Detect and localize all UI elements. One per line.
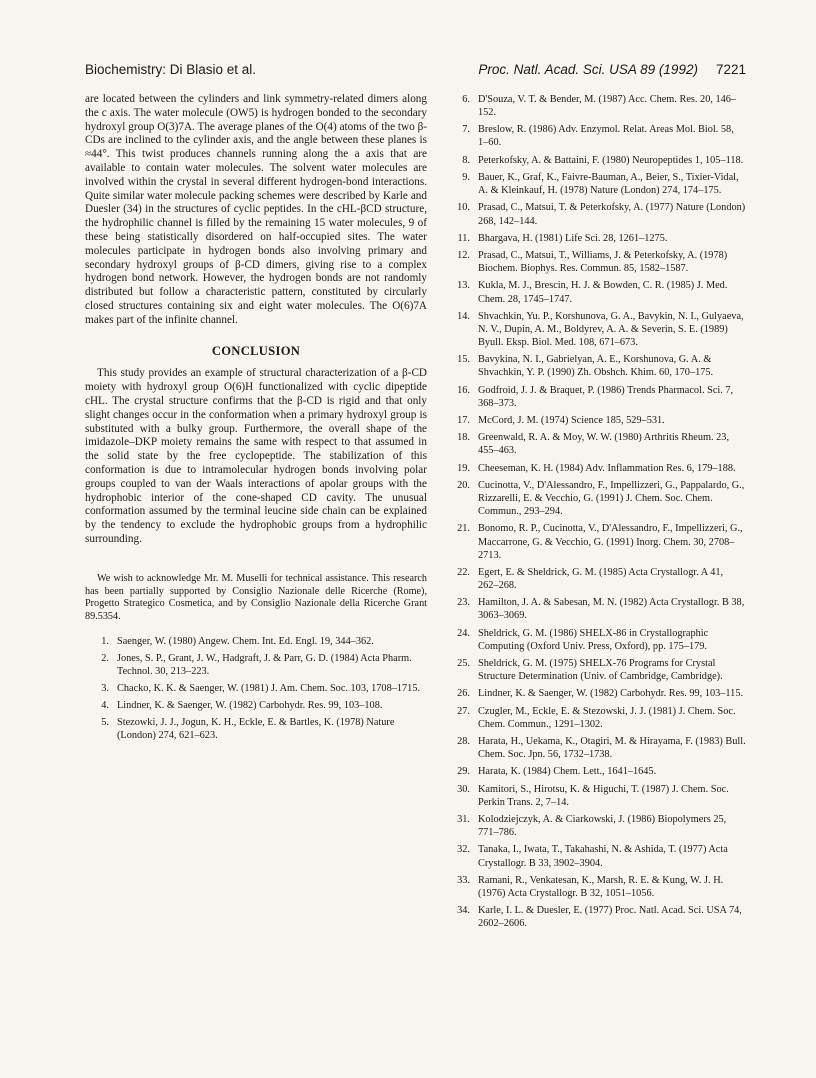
reference-text: Chacko, K. K. & Saenger, W. (1981) J. Am. Chem. Soc. 103, 1708–1715. xyxy=(117,682,421,694)
reference-item xyxy=(446,874,746,900)
reference-number: 12. xyxy=(457,250,470,262)
reference-number: 19. xyxy=(457,462,470,474)
reference-text: Shvachkin, Yu. P., Korshunova, G. A., Bavykin, N. I., Gulyaeva, N. V., Dupin, A. M., Boldyrev, A. A. & Severin, S. E. (1989) Byull. Eksp. Biol. Med. 108, 671–673. xyxy=(478,310,744,348)
reference-number: 10. xyxy=(457,202,470,214)
reference-number: 5. xyxy=(101,716,109,728)
reference-item xyxy=(446,123,746,149)
reference-text: Peterkofsky, A. & Battaini, F. (1980) Neuropeptides 1, 105–118. xyxy=(478,154,744,166)
reference-number: 29. xyxy=(457,766,470,778)
reference-item xyxy=(446,384,746,410)
reference-text: Czugler, M., Eckle, E. & Stezowski, J. J. (1981) J. Chem. Soc. Chem. Commun., 1291–1302. xyxy=(478,705,736,730)
reference-number: 31. xyxy=(457,814,470,826)
reference-text: Bhargava, H. (1981) Life Sci. 28, 1261–1275. xyxy=(478,232,668,244)
reference-text: Breslow, R. (1986) Adv. Enzymol. Relat. Areas Mol. Biol. 58, 1–60. xyxy=(478,124,734,149)
reference-text: Prasad, C., Matsui, T. & Peterkofsky, A. (1977) Nature (London) 268, 142–144. xyxy=(478,202,746,227)
reference-number: 22. xyxy=(457,566,470,578)
reference-number: 15. xyxy=(457,354,470,366)
reference-item xyxy=(446,479,746,518)
reference-text: Ramani, R., Venkatesan, K., Marsh, R. E. & Kung, W. J. H. (1976) Acta Crystallogr. B 32, 1051–1056. xyxy=(478,874,724,899)
reference-number: 32. xyxy=(457,844,470,856)
reference-number: 28. xyxy=(457,736,470,748)
reference-number: 33. xyxy=(457,874,470,886)
reference-item xyxy=(446,154,746,167)
reference-item xyxy=(446,201,746,227)
reference-item xyxy=(446,735,746,761)
reference-number: 7. xyxy=(462,124,470,136)
reference-number: 6. xyxy=(462,94,470,105)
reference-list-right xyxy=(446,93,746,930)
reference-item xyxy=(85,682,427,695)
journal-citation: Proc. Natl. Acad. Sci. USA 89 (1992) xyxy=(478,62,698,77)
reference-item xyxy=(446,687,746,700)
page-number: 7221 xyxy=(715,62,746,77)
reference-item xyxy=(446,596,746,622)
reference-number: 25. xyxy=(457,658,470,670)
reference-text: Greenwald, R. A. & Moy, W. W. (1980) Arthritis Rheum. 23, 455–463. xyxy=(478,432,730,457)
reference-text: Sheldrick, G. M. (1986) SHELX-86 in Crystallographic Computing (Oxford Univ. Press, Oxford), pp. 175–179. xyxy=(478,627,709,652)
reference-number: 24. xyxy=(457,627,470,639)
reference-number: 23. xyxy=(457,597,470,609)
reference-number: 4. xyxy=(101,699,109,711)
reference-item xyxy=(446,462,746,475)
running-head-journal xyxy=(478,62,746,77)
reference-item xyxy=(446,414,746,427)
reference-number: 9. xyxy=(462,172,470,184)
reference-item xyxy=(446,627,746,653)
reference-number: 14. xyxy=(457,310,470,322)
reference-item xyxy=(446,904,746,930)
reference-item xyxy=(446,171,746,197)
reference-text: Kukla, M. J., Brescin, H. J. & Bowden, C. R. (1985) J. Med. Chem. 28, 1745–1747. xyxy=(478,280,728,305)
reference-number: 1. xyxy=(101,635,109,647)
reference-text: Saenger, W. (1980) Angew. Chem. Int. Ed. Engl. 19, 344–362. xyxy=(117,635,374,647)
reference-item xyxy=(446,232,746,245)
right-column xyxy=(446,93,746,935)
page-header xyxy=(85,62,746,82)
reference-number: 3. xyxy=(101,682,109,694)
reference-text: Cheeseman, K. H. (1984) Adv. Inflammation Res. 6, 179–188. xyxy=(478,462,736,474)
reference-number: 34. xyxy=(457,905,470,917)
reference-text: Hamilton, J. A. & Sabesan, M. N. (1982) Acta Crystallogr. B 38, 3063–3069. xyxy=(478,597,745,622)
reference-number: 8. xyxy=(462,154,470,166)
reference-number: 13. xyxy=(457,280,470,292)
reference-text: Egert, E. & Sheldrick, G. M. (1985) Acta Crystallogr. A 41, 262–268. xyxy=(478,566,724,591)
reference-item xyxy=(446,431,746,457)
reference-text: Jones, S. P., Grant, J. W., Hadgraft, J. & Parr, G. D. (1984) Acta Pharm. Technol. 30, 213–223. xyxy=(117,652,412,677)
reference-text: Prasad, C., Matsui, T., Williams, J. & Peterkofsky, A. (1978) Biochem. Biophys. Res. Commun. 85, 1582–1587. xyxy=(478,250,728,275)
reference-item xyxy=(446,783,746,809)
acknowledgment: We wish to acknowledge Mr. M. Muselli for technical assistance. This research has been partially supported by Consiglio Nazionale delle Ricerche (Rome), Progetto Strategico Cosmetica, and by Consiglio Nazionale della Ricerche Grant 89.5354. xyxy=(85,572,427,623)
reference-text: Bauer, K., Graf, K., Faivre-Bauman, A., Beier, S., Tixier-Vidal, A. & Kleinkauf, H. (1978) Nature (London) 274, 174–175. xyxy=(478,172,739,197)
reference-number: 11. xyxy=(457,232,470,244)
reference-number: 16. xyxy=(457,384,470,396)
reference-text: Harata, H., Uekama, K., Otagiri, M. & Hirayama, F. (1983) Bull. Chem. Soc. Jpn. 56, 1732–1738. xyxy=(478,736,746,761)
reference-text: Bavykina, N. I., Gabrielyan, A. E., Korshunova, G. A. & Shvachkin, Y. P. (1990) Zh. Obshch. Khim. 60, 170–175. xyxy=(478,354,714,379)
reference-text: Stezowki, J. J., Jogun, K. H., Eckle, E. & Bartles, K. (1978) Nature (London) 274, 621–623. xyxy=(117,716,395,742)
results-paragraph: are located between the cylinders and link symmetry-related dimers along the c axis. The water molecule (OW5) is hydrogen bonded to the secondary hydroxyl group O(3)7A. The average planes of the O(4) atoms of the two β-CDs are inclined to the cylinder axis, and the angle between these planes is ≈44°. This twist produces channels running along the a axis that are available to contain water molecules. The solvent water molecules are involved within the crystal in several different hydrogen-bond interactions. Quite similar water molecule packing schemes were described by Karle and Duesler (34) in the structures of cyclic peptides. In the cHL-βCD structure, the hydrophilic channel is filled by the remaining 15 water molecules, 9 of these being statistically disordered on half-occupied sites. The water molecules participate in hydrogen bonds also involving primary and secondary hydroxyl groups of β-CD dimers, giving rise to a complex hydrogen bond network. However, the hydrogen bonds are not randomly distributed but follow a characteristic pattern, constituted by circularly closed structures containing six and eight water molecules. The O(6)7A makes part of the infinite channel. xyxy=(85,93,427,326)
reference-item xyxy=(446,765,746,778)
reference-item xyxy=(446,843,746,869)
reference-item xyxy=(446,705,746,731)
reference-item xyxy=(446,249,746,275)
reference-item xyxy=(85,635,427,648)
reference-number: 20. xyxy=(457,479,470,491)
reference-text: Karle, I. L. & Duesler, E. (1977) Proc. Natl. Acad. Sci. USA 74, 2602–2606. xyxy=(478,905,742,930)
reference-item xyxy=(446,566,746,592)
reference-item xyxy=(85,699,427,712)
reference-item xyxy=(446,813,746,839)
reference-number: 2. xyxy=(101,652,109,664)
reference-item xyxy=(85,716,427,742)
left-column xyxy=(85,93,427,746)
reference-text: McCord, J. M. (1974) Science 185, 529–531. xyxy=(478,415,665,427)
conclusion-heading: CONCLUSION xyxy=(211,343,301,358)
reference-number: 21. xyxy=(457,523,470,535)
reference-list-left xyxy=(85,635,427,742)
reference-text: Bonomo, R. P., Cucinotta, V., D'Alessandro, F., Impellizzeri, G., Maccarrone, G. & Vecchio, G. (1991) Inorg. Chem. 30, 2708–2713. xyxy=(478,523,743,561)
reference-text: Tanaka, I., Iwata, T., Takahashi, N. & Ashida, T. (1977) Acta Crystallogr. B 33, 3902–3904. xyxy=(478,844,728,869)
reference-text: Lindner, K. & Saenger, W. (1982) Carbohydr. Res. 99, 103–108. xyxy=(117,699,383,711)
reference-item xyxy=(446,657,746,683)
reference-text: Godfroid, J. J. & Braquet, P. (1986) Trends Pharmacol. Sci. 7, 368–373. xyxy=(478,384,734,409)
reference-text: Kolodziejczyk, A. & Ciarkowski, J. (1986) Biopolymers 25, 771–786. xyxy=(478,814,727,839)
reference-number: 26. xyxy=(457,688,470,700)
reference-text: Kamitori, S., Hirotsu, K. & Higuchi, T. (1987) J. Chem. Soc. Perkin Trans. 2, 7–14. xyxy=(478,783,729,808)
reference-item xyxy=(85,652,427,678)
reference-text: Harata, K. (1984) Chem. Lett., 1641–1645. xyxy=(478,766,657,778)
reference-number: 18. xyxy=(457,432,470,444)
reference-number: 17. xyxy=(457,415,470,427)
reference-text: Sheldrick, G. M. (1975) SHELX-76 Programs for Crystal Structure Determination (Univ. of Cambridge, Cambridge). xyxy=(478,658,723,683)
reference-item xyxy=(446,353,746,379)
reference-text: D'Souza, V. T. & Bender, M. (1987) Acc. Chem. Res. 20, 146–152. xyxy=(478,94,737,119)
reference-item xyxy=(446,310,746,349)
running-head-authors: Biochemistry: Di Blasio et al. xyxy=(85,62,257,77)
reference-text: Lindner, K. & Saenger, W. (1982) Carbohydr. Res. 99, 103–115. xyxy=(478,688,744,700)
reference-number: 30. xyxy=(457,783,470,795)
reference-number: 27. xyxy=(457,705,470,717)
conclusion-paragraph: This study provides an example of structural characterization of a β-CD moiety with hydroxyl group O(6)H functionalized with cyclic dipeptide cHL. The crystal structure confirms that the β-CD is rigid and that only slight changes occur in the conformation when a primary hydroxyl group is substituted with a bulky group. Furthermore, the overall shape of the imidazole–DKP moiety remains the same with respect to that assumed in the solid state by the free cyclopeptide. The stabilization of this conformation is due to intramolecular hydrogen bonds involving polar groups coupled to van der Waals interactions of apolar groups with the hydrophobic interior of the cone-shaped CD cavity. The unusual conformation assumed by the terminal leucine side chain can be explained by the tendency to exclude the hydrophobic groups from a hydrophilic surrounding. xyxy=(85,367,427,545)
reference-item xyxy=(446,522,746,561)
reference-item xyxy=(446,93,746,119)
reference-text: Cucinotta, V., D'Alessandro, F., Impellizzeri, G., Pappalardo, G., Rizzarelli, E. & Vecchio, G. (1991) J. Chem. Soc. Chem. Commun., 293–294. xyxy=(478,479,745,518)
reference-item xyxy=(446,279,746,305)
